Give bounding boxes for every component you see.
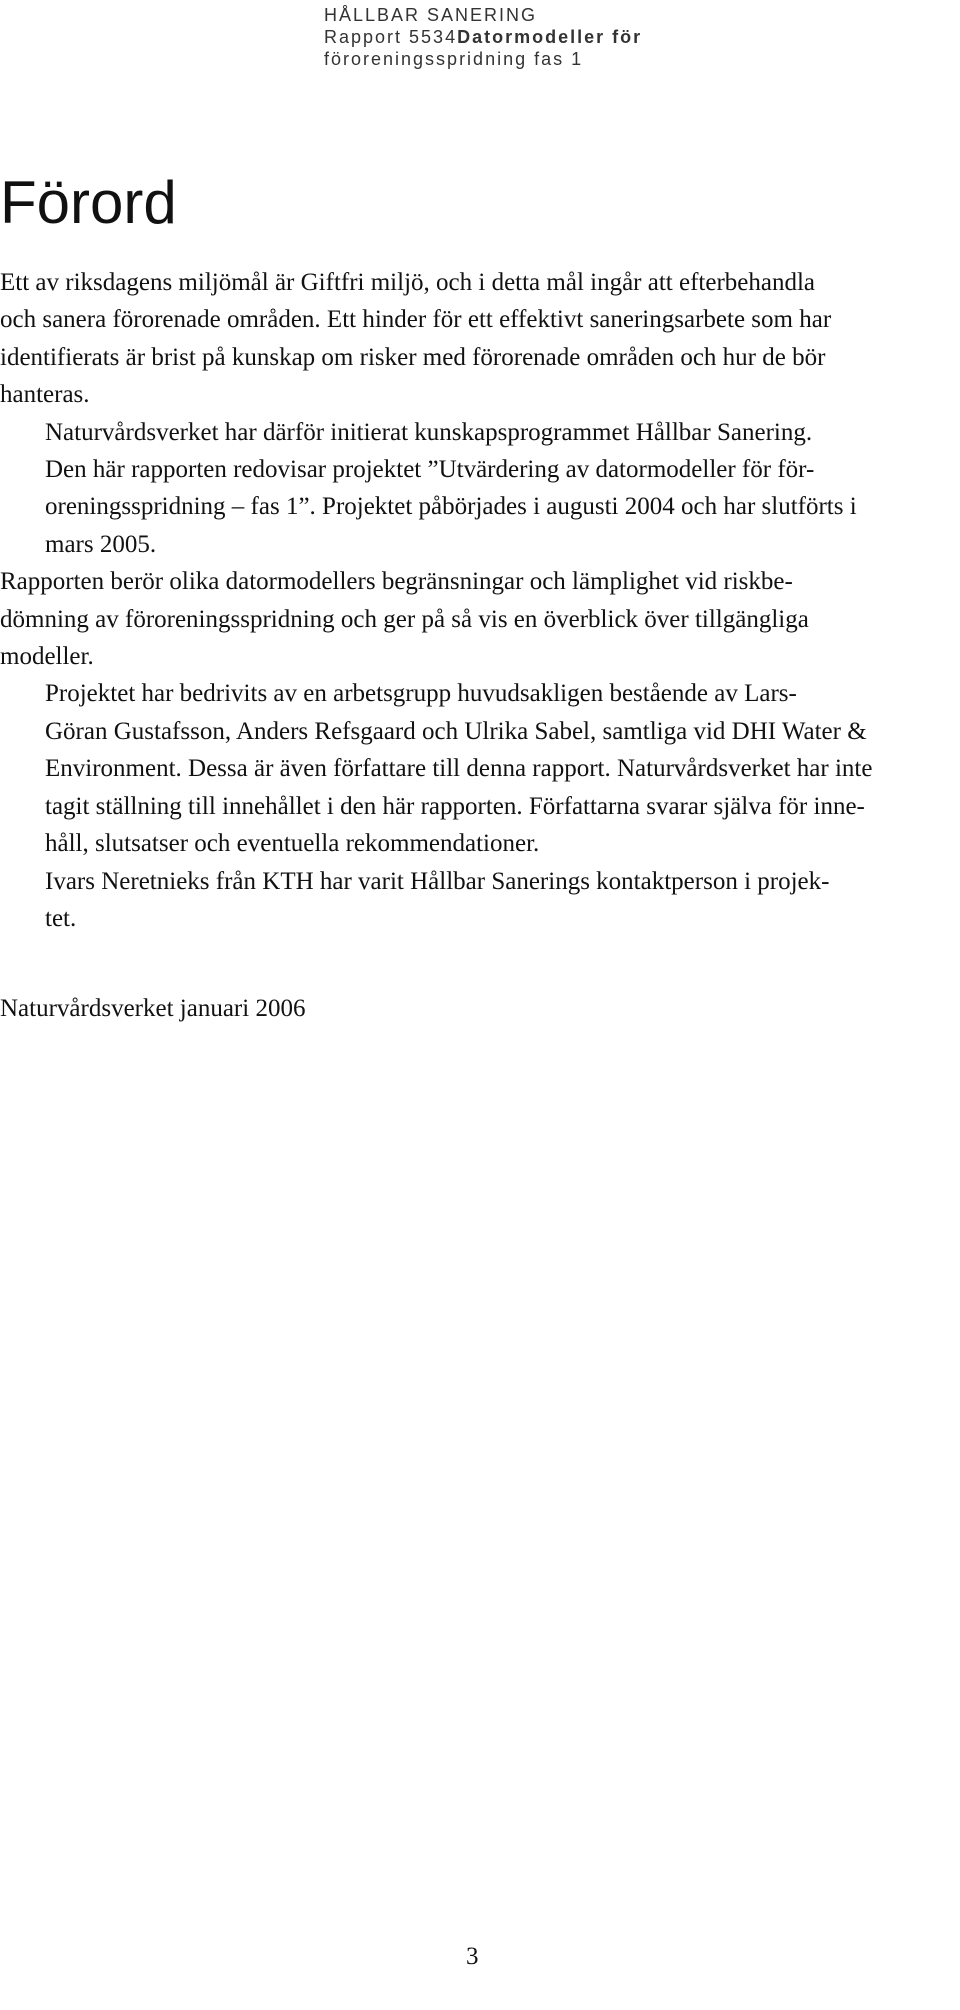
header-report-title: Datormodeller för — [457, 27, 643, 47]
text-line: oreningsspridning – fas 1”. Projektet påbörjades i augusti 2004 och har slutförts i — [45, 493, 857, 521]
text-line: Naturvårdsverket har därför initierat kunskapsprogrammet Hållbar Sanering. — [45, 418, 813, 446]
text-line: identifierats är brist på kunskap om risker med förorenade områden och hur de bör — [0, 343, 826, 371]
header-report-number: Rapport 5534 — [324, 27, 458, 47]
paragraph-2 — [0, 414, 944, 451]
header-report-line — [324, 26, 684, 48]
paragraph-6 — [0, 863, 944, 938]
text-line: och sanera förorenade områden. Ett hinder för ett effektivt saneringsarbete som har — [0, 306, 832, 334]
foreword-body — [0, 264, 944, 937]
paragraph-4 — [0, 563, 944, 675]
text-line: Göran Gustafsson, Anders Refsgaard och Ulrika Sabel, samtliga vid DHI Water & — [45, 717, 867, 745]
text-line: dömning av föroreningsspridning och ger på så vis en överblick över tillgängliga — [0, 605, 809, 633]
signature-line: Naturvårdsverket januari 2006 — [0, 995, 306, 1022]
header-series-title: HÅLLBAR SANERING — [324, 5, 538, 25]
page-title: Förord — [0, 169, 177, 236]
text-line: Ett av riksdagens miljömål är Giftfri miljö, och i detta mål ingår att efterbehandla — [0, 269, 816, 296]
paragraph-3 — [0, 451, 944, 563]
page-number: 3 — [466, 1943, 479, 1970]
text-line: Den här rapporten redovisar projektet ”Utvärdering av datormodeller för för- — [45, 456, 815, 484]
text-line: tagit ställning till innehållet i den här rapporten. Författarna svarar själva för inne- — [45, 792, 865, 820]
text-line: mars 2005. — [45, 530, 157, 558]
running-header — [324, 4, 684, 70]
text-line: Rapporten berör olika datormodellers begränsningar och lämplighet vid riskbe- — [0, 568, 793, 596]
header-report-subtitle: föroreningsspridning fas 1 — [324, 49, 584, 69]
paragraph-5 — [0, 675, 944, 862]
text-line: Projektet har bedrivits av en arbetsgrupp huvudsakligen bestående av Lars- — [45, 680, 797, 708]
text-line: tet. — [45, 904, 77, 932]
paragraph-1 — [0, 264, 944, 414]
text-line: hanteras. — [0, 381, 90, 409]
text-line: Environment. Dessa är även författare till denna rapport. Naturvårdsverket har inte — [45, 755, 873, 783]
text-line: Ivars Neretnieks från KTH har varit Hållbar Sanerings kontaktperson i projek- — [45, 867, 830, 895]
text-line: håll, slutsatser och eventuella rekommendationer. — [45, 830, 540, 858]
text-line: modeller. — [0, 643, 94, 671]
